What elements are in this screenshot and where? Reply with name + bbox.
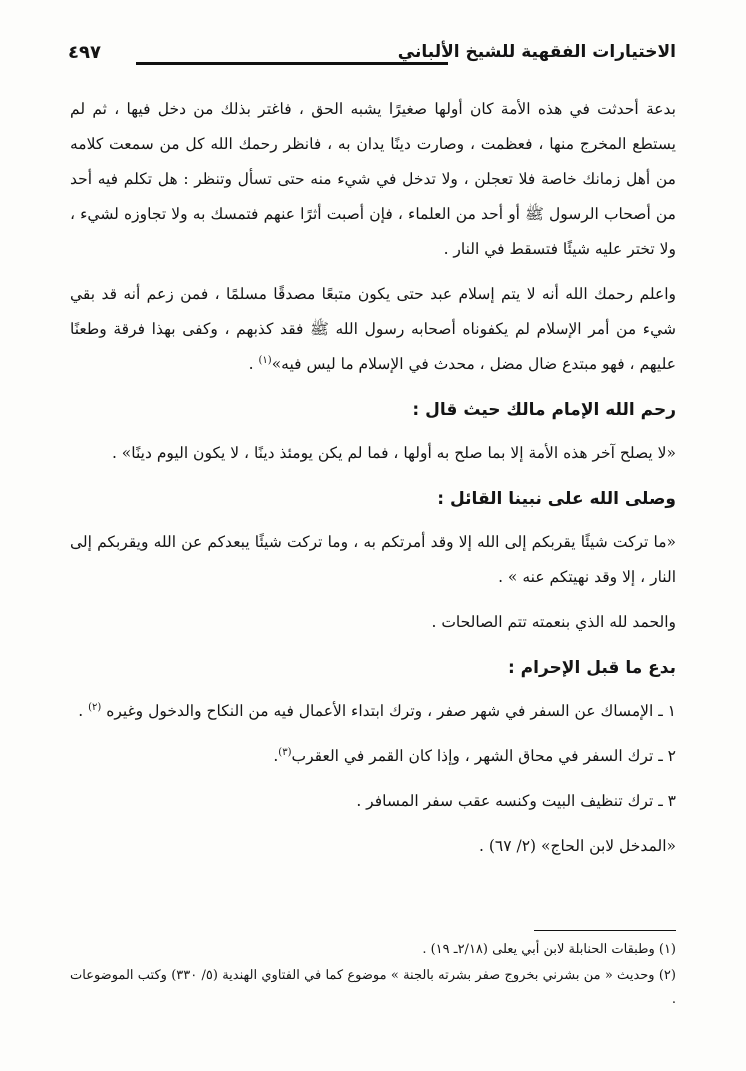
footnote-2: (٢) وحديث « من بشرني بخروج صفر بشرته بالجنة » موضوع كما في الفتاوي الهندية (٥/ ٣٣٠) وكتب الموضوعات . [70,968,676,1007]
footnote-1: (١) وطبقات الحنابلة لابن أبي يعلى (٢/١٨ـ ١٩) . [422,942,676,957]
list-item-2-text: ٢ ـ ترك السفر في محاق الشهر ، وإذا كان القمر في العقرب [291,747,676,765]
source-citation: «المدخل لابن الحاج» (٢/ ٦٧) . [478,837,676,855]
list-item-1 [70,694,676,729]
footnote-ref-1: (١) [258,354,272,366]
heading-pre-ihram-innovations: بدع ما قبل الإحرام : [507,658,676,678]
header-rule [136,62,448,65]
page-number: ٤٩٧ [68,42,101,63]
paragraph-2 [70,277,676,382]
list-item-2 [70,739,676,774]
heading-imam-malik: رحم الله الإمام مالك حيث قال : [412,400,676,420]
main-text [70,92,676,874]
footnote-ref-2: (٢) [88,701,102,713]
list-item-1-text: ١ ـ الإمساك عن السفر في شهر صفر ، وترك ابتداء الأعمال فيه من النكاح والدخول وغيره [106,702,676,720]
running-head: الاختيارات الفقهية للشيخ الألباني [397,42,676,62]
list-item-3: ٣ ـ ترك تنظيف البيت وكنسه عقب سفر المسافر . [356,792,676,810]
list-item-1-end: . [78,702,89,720]
paragraph-2-end: . [248,355,259,373]
heading-prophet: وصلى الله على نبينا القائل : [437,489,676,509]
quote-malik: «لا يصلح آخر هذه الأمة إلا بما صلح به أولها ، فما لم يكن يومئذ دينًا ، لا يكون اليوم دينًا» . [111,444,676,462]
closing-line: والحمد لله الذي بنعمته تتم الصالحات . [431,613,676,631]
paragraph-2-text: واعلم رحمك الله أنه لا يتم إسلام عبد حتى يكون متبعًا مصدقًا مسلمًا ، فمن زعم أنه قد بقي شيء من أمر الإسلام لم يكفوناه أصحابه رسول الله ﷺ فقد كذبهم ، وكفى بهذا فرقة وطعنًا عليهم ، فهو مبتدع ضال مضل ، محدث في الإسلام ما ليس فيه» [70,285,676,373]
footnote-rule [534,930,676,931]
footnote-ref-3: (٣) [278,746,292,758]
quote-hadith: «ما تركت شيئًا يقربكم إلى الله إلا وقد أمرتكم به ، وما تركت شيئًا يبعدكم عن الله ويقربكم إلى النار ، إلا وقد نهيتكم عنه » . [70,533,676,586]
paragraph-1: بدعة أحدثت في هذه الأمة كان أولها صغيرًا يشبه الحق ، فاغتر بذلك من دخل فيها ، ثم لم يستطع المخرج منها ، فعظمت ، وصارت دينًا يدان به ، فانظر رحمك الله كل من سمعت كلامه من أهل زمانك خاصة فلا تعجلن ، ولا تدخل في شيء منه حتى تسأل وتنظر : هل تكلم فيه أحد من أصحاب الرسول ﷺ أو أحد من العلماء ، فإن أصبت أثرًا عنهم فتمسك به ولا تجاوزه لشيء ، ولا تختر عليه شيئًا فتسقط في النار . [70,100,676,258]
page-header [68,42,676,74]
list-item-2-end: . [273,747,279,765]
footnotes [70,938,676,1014]
